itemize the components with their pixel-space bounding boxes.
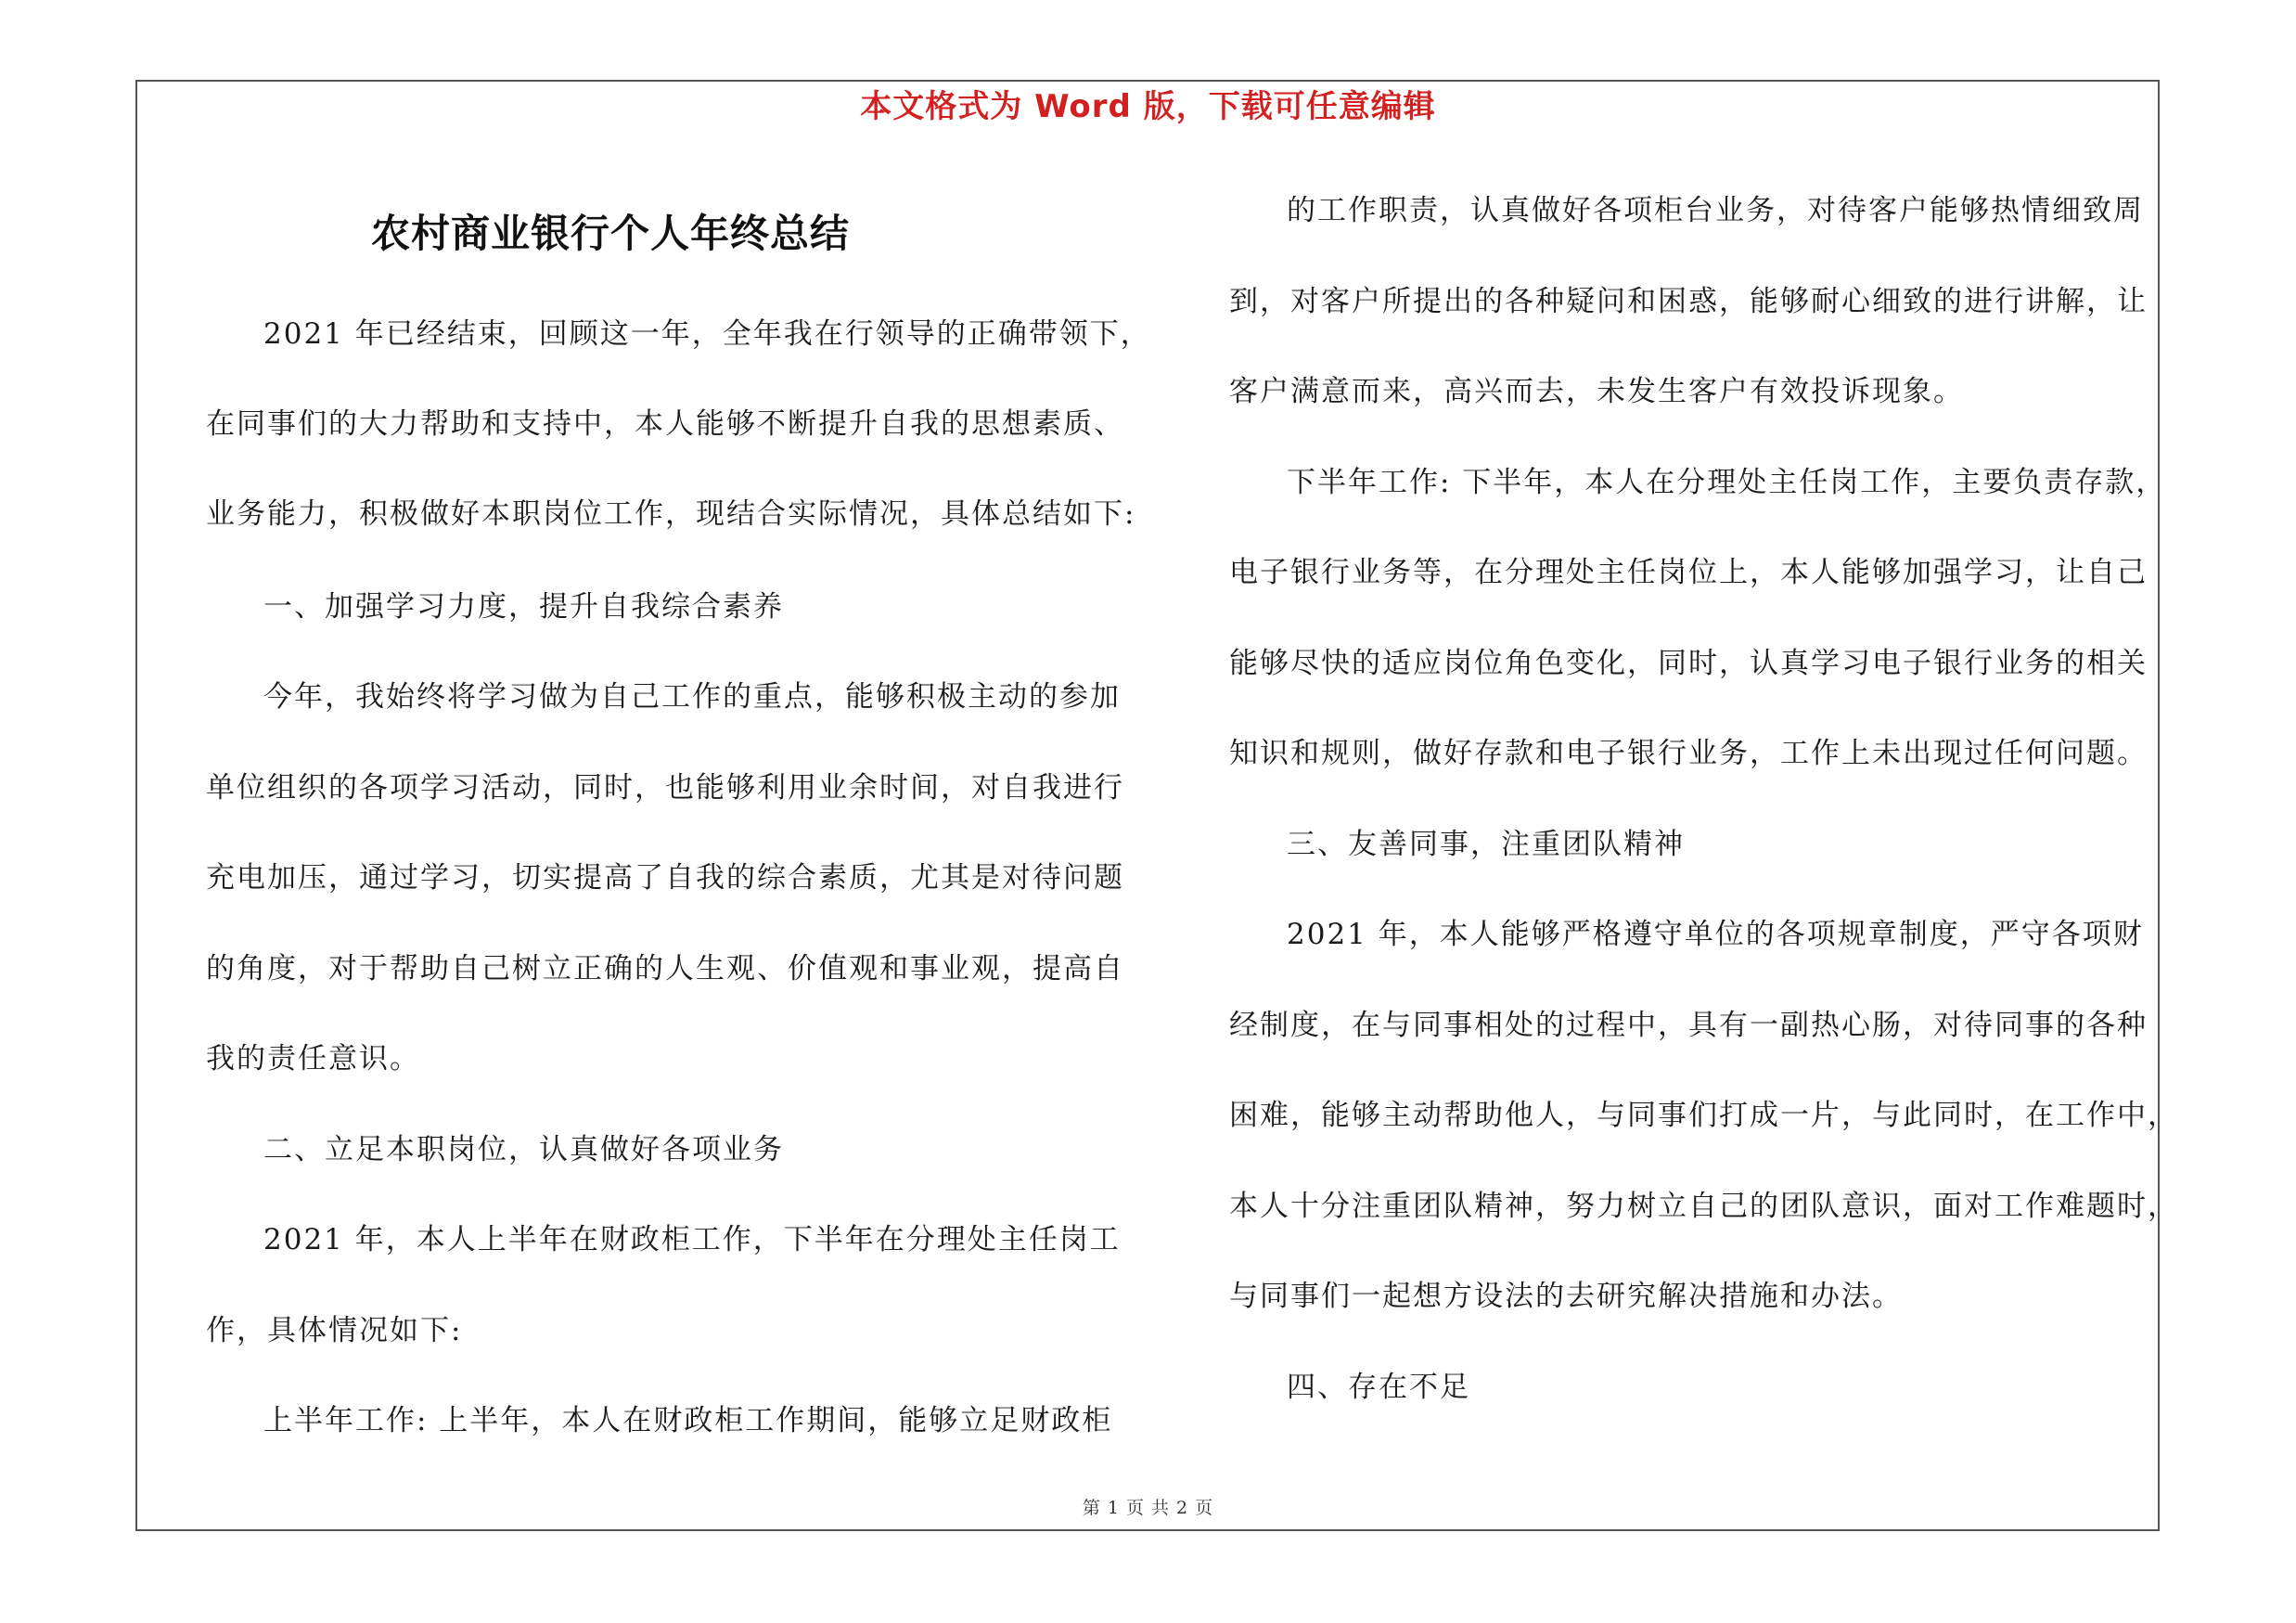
paragraph-line: 2021 年，本人上半年在财政柜工作，下半年在分理处主任岗工 bbox=[263, 1223, 1121, 1256]
paragraph-line: 能够尽快的适应岗位角色变化，同时，认真学习电子银行业务的相关 bbox=[1229, 647, 2148, 680]
section-heading: 三、友善同事，注重团队精神 bbox=[1287, 828, 1685, 861]
paragraph-line: 知识和规则，做好存款和电子银行业务，工作上未出现过任何问题。 bbox=[1229, 737, 2148, 770]
paragraph-line: 2021 年，本人能够严格遵守单位的各项规章制度，严守各项财 bbox=[1287, 918, 2144, 951]
section-heading: 一、加强学习力度，提升自我综合素养 bbox=[263, 590, 784, 624]
paragraph-line: 困难，能够主动帮助他人，与同事们打成一片，与此同时，在工作中， bbox=[1229, 1099, 2178, 1132]
paragraph-line: 与同事们一起想方设法的去研究解决措施和办法。 bbox=[1229, 1280, 1903, 1313]
paragraph-line: 到，对客户所提出的各种疑问和困惑，能够耐心细致的进行讲解，让 bbox=[1229, 285, 2148, 318]
paragraph-line: 电子银行业务等，在分理处主任岗位上，本人能够加强学习，让自己 bbox=[1229, 556, 2148, 589]
paragraph-line: 我的责任意识。 bbox=[206, 1042, 420, 1076]
format-banner: 本文格式为 Word 版，下载可任意编辑 bbox=[860, 88, 1436, 125]
paragraph-line: 经制度，在与同事相处的过程中，具有一副热心肠，对待同事的各种 bbox=[1229, 1009, 2148, 1042]
paragraph-line: 下半年工作: 下半年，本人在分理处主任岗工作，主要负责存款， bbox=[1287, 466, 2167, 499]
paragraph-line: 作，具体情况如下: bbox=[206, 1314, 463, 1347]
paragraph-line: 在同事们的大力帮助和支持中，本人能够不断提升自我的思想素质、 bbox=[206, 407, 1124, 441]
paragraph-line: 单位组织的各项学习活动，同时，也能够利用业余时间，对自我进行 bbox=[206, 771, 1124, 805]
paragraph-line: 的工作职责，认真做好各项柜台业务，对待客户能够热情细致周 bbox=[1287, 194, 2144, 227]
paragraph-line: 客户满意而来，高兴而去，未发生客户有效投诉现象。 bbox=[1229, 375, 1964, 408]
section-heading: 二、立足本职岗位，认真做好各项业务 bbox=[263, 1133, 784, 1166]
paragraph-line: 今年，我始终将学习做为自己工作的重点，能够积极主动的参加 bbox=[263, 680, 1121, 714]
paragraph-line: 充电加压，通过学习，切实提高了自我的综合素质，尤其是对待问题 bbox=[206, 861, 1124, 895]
paragraph-line: 上半年工作: 上半年，本人在财政柜工作期间，能够立足财政柜 bbox=[263, 1404, 1113, 1437]
paragraph-line: 2021 年已经结束，回顾这一年，全年我在行领导的正确带领下， bbox=[263, 317, 1151, 351]
document-title: 农村商业银行个人年终总结 bbox=[371, 211, 851, 256]
paragraph-line: 的角度，对于帮助自己树立正确的人生观、价值观和事业观，提高自 bbox=[206, 952, 1124, 985]
paragraph-line: 业务能力，积极做好本职岗位工作，现结合实际情况，具体总结如下: bbox=[206, 497, 1136, 531]
page-number: 第 1 页 共 2 页 bbox=[1082, 1498, 1214, 1518]
paragraph-line: 本人十分注重团队精神，努力树立自己的团队意识，面对工作难题时， bbox=[1229, 1190, 2178, 1223]
section-heading: 四、存在不足 bbox=[1287, 1371, 1470, 1404]
